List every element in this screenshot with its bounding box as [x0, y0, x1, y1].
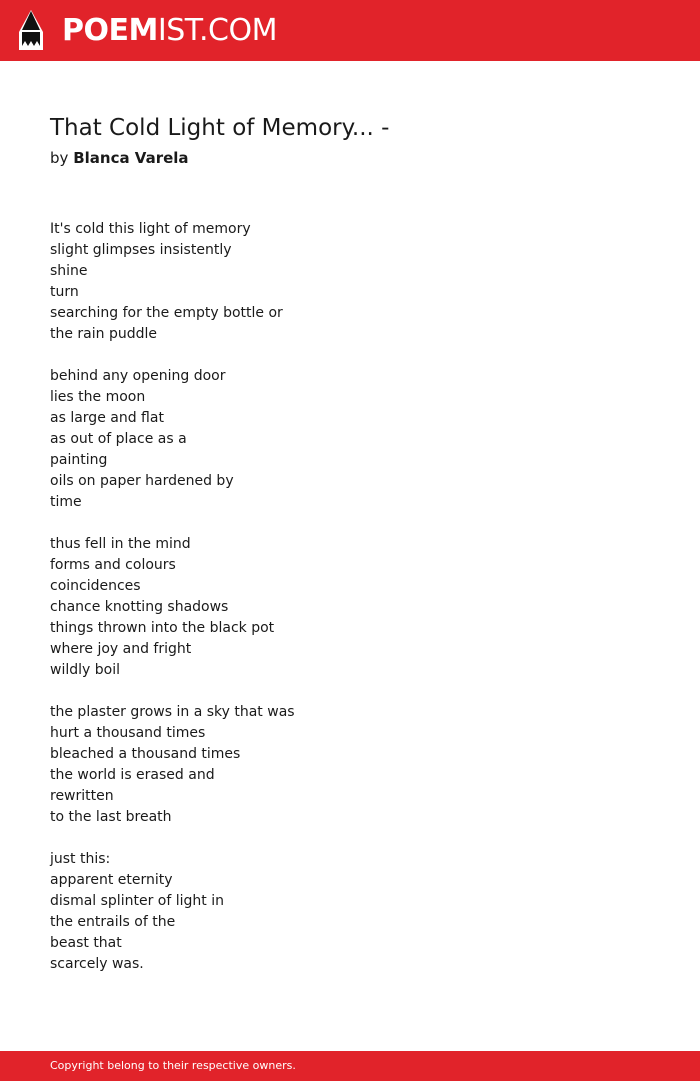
poem-line: slight glimpses insistently: [50, 242, 232, 258]
poem-line: scarcely was.: [50, 956, 144, 972]
poem-stanza: [50, 849, 295, 975]
poem-line: hurt a thousand times: [50, 725, 206, 741]
poem-stanza: [50, 702, 295, 828]
poem-stanza: [50, 534, 295, 681]
poem-line: the plaster grows in a sky that was: [50, 704, 295, 720]
poem-line: where joy and fright: [50, 641, 192, 657]
poem-line: dismal splinter of light in: [50, 893, 224, 909]
site-footer: [0, 1051, 700, 1081]
poem-line: time: [50, 494, 82, 510]
poem-line: searching for the empty bottle or: [50, 305, 283, 321]
author-name: Blanca Varela: [73, 149, 189, 167]
byline: [50, 149, 189, 167]
poem-stanza: [50, 219, 295, 345]
poem-line: behind any opening door: [50, 368, 226, 384]
poem-line: It's cold this light of memory: [50, 221, 251, 237]
poem-line: lies the moon: [50, 389, 146, 405]
brand-strong: POEM: [62, 13, 158, 48]
poem-line: as large and flat: [50, 410, 164, 426]
poem-line: rewritten: [50, 788, 114, 804]
poem-line: forms and colours: [50, 557, 176, 573]
site-logo-text[interactable]: [62, 13, 277, 49]
poem-line: bleached a thousand times: [50, 746, 241, 762]
poem-stanza: [50, 366, 295, 513]
by-label: by: [50, 149, 69, 167]
poem-line: painting: [50, 452, 108, 468]
poem-line: wildly boil: [50, 662, 120, 678]
copyright-text: Copyright belong to their respective owners.: [50, 1059, 296, 1072]
poem-line: things thrown into the black pot: [50, 620, 275, 636]
brand-light: IST.COM: [157, 13, 277, 48]
pencil-tip-icon[interactable]: [18, 10, 44, 52]
poem-body: [50, 219, 295, 996]
poem-line: thus fell in the mind: [50, 536, 191, 552]
poem-line: the rain puddle: [50, 326, 158, 342]
poem-line: beast that: [50, 935, 122, 951]
poem-line: chance knotting shadows: [50, 599, 229, 615]
poem-title: That Cold Light of Memory... -: [50, 115, 390, 141]
poem-line: coincidences: [50, 578, 141, 594]
poem-line: the world is erased and: [50, 767, 215, 783]
poem-line: to the last breath: [50, 809, 172, 825]
site-header: [0, 0, 700, 61]
poem-line: just this:: [50, 851, 111, 867]
poem-line: as out of place as a: [50, 431, 187, 447]
poem-line: apparent eternity: [50, 872, 173, 888]
poem-line: oils on paper hardened by: [50, 473, 234, 489]
poem-line: the entrails of the: [50, 914, 176, 930]
poem-line: turn: [50, 284, 79, 300]
poem-line: shine: [50, 263, 88, 279]
